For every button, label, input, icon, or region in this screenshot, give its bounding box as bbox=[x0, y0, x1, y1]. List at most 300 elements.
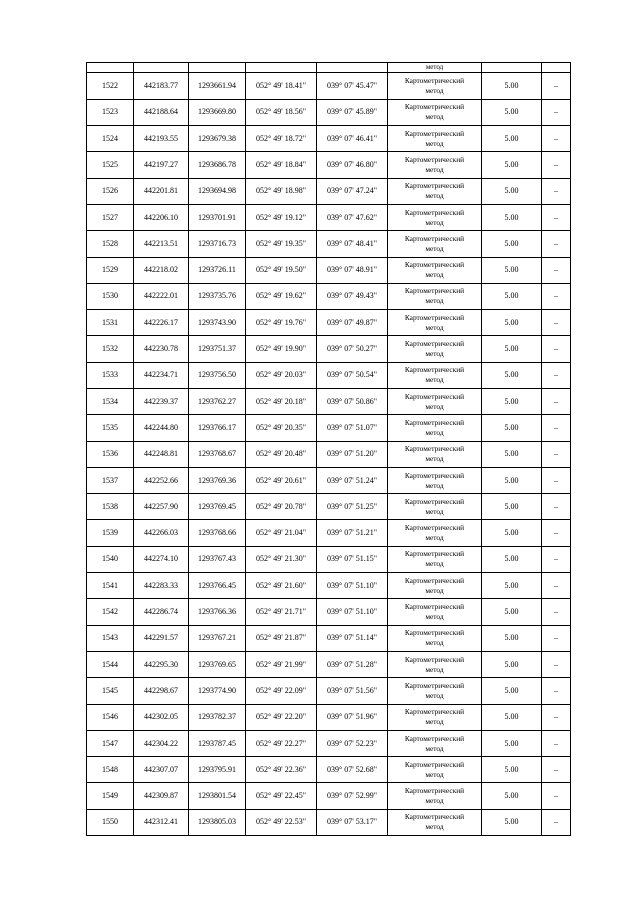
cell-longitude: 039° 07' 45.47" bbox=[317, 73, 388, 99]
cell-accuracy: 5.00 bbox=[482, 441, 542, 467]
cell-longitude: 039° 07' 51.24" bbox=[317, 467, 388, 493]
method-line-2: метод bbox=[425, 270, 444, 280]
cell-longitude: 039° 07' 45.89" bbox=[317, 99, 388, 125]
cell-method bbox=[388, 73, 482, 99]
cell-accuracy: 5.00 bbox=[482, 494, 542, 520]
cell-number: 1536 bbox=[87, 441, 134, 467]
cell-y: 1293686.78 bbox=[189, 152, 246, 178]
cell-method bbox=[388, 678, 482, 704]
method-line-1: Картометрический bbox=[404, 154, 465, 164]
cell-latitude: 052° 49' 18.98" bbox=[246, 178, 317, 204]
table-row bbox=[87, 336, 571, 362]
method-line-2: метод bbox=[425, 322, 444, 332]
cell-number: 1532 bbox=[87, 336, 134, 362]
cell-number: 1542 bbox=[87, 599, 134, 625]
method-line-2: метод bbox=[425, 559, 444, 569]
cell-x: 442307.07 bbox=[134, 757, 189, 783]
cell-accuracy: 5.00 bbox=[482, 467, 542, 493]
cell-method bbox=[388, 704, 482, 730]
cell-longitude: 039° 07' 48.91" bbox=[317, 257, 388, 283]
cell-longitude: 039° 07' 48.41" bbox=[317, 231, 388, 257]
method-line-1: Картометрический bbox=[404, 233, 465, 243]
cell-y: 1293766.17 bbox=[189, 415, 246, 441]
cell-latitude: 052° 49' 20.48" bbox=[246, 441, 317, 467]
cell-number: 1530 bbox=[87, 283, 134, 309]
cell-x: 442213.51 bbox=[134, 231, 189, 257]
cell-longitude: 039° 07' 51.21" bbox=[317, 520, 388, 546]
cell-latitude: 052° 49' 19.90" bbox=[246, 336, 317, 362]
cell-number: 1528 bbox=[87, 231, 134, 257]
table-row bbox=[87, 730, 571, 756]
cell-longitude: 039° 07' 47.62" bbox=[317, 204, 388, 230]
cell-y: 1293768.66 bbox=[189, 520, 246, 546]
table-row bbox=[87, 651, 571, 677]
cell-x: 442193.55 bbox=[134, 126, 189, 152]
cell-x: 442226.17 bbox=[134, 310, 189, 336]
cell-latitude: 052° 49' 20.18" bbox=[246, 389, 317, 415]
method-line-2: метод bbox=[425, 112, 444, 122]
cell-note: – bbox=[542, 362, 571, 388]
cell-note: – bbox=[542, 783, 571, 809]
method-line-1: Картометрический bbox=[404, 812, 465, 822]
cell-y: 1293768.67 bbox=[189, 441, 246, 467]
method-line-2: метод bbox=[425, 822, 444, 832]
table-row bbox=[87, 73, 571, 99]
cell-latitude: 052° 49' 21.87" bbox=[246, 625, 317, 651]
cell-x: 442266.03 bbox=[134, 520, 189, 546]
method-line-1: Картометрический bbox=[404, 128, 465, 138]
cell-longitude: 039° 07' 52.23" bbox=[317, 730, 388, 756]
cell-longitude: 039° 07' 47.24" bbox=[317, 178, 388, 204]
cell-accuracy: 5.00 bbox=[482, 783, 542, 809]
cell-number: 1535 bbox=[87, 415, 134, 441]
cell-longitude: 039° 07' 52.99" bbox=[317, 783, 388, 809]
cell-x: 442291.57 bbox=[134, 625, 189, 651]
table-row bbox=[87, 546, 571, 572]
cell-x bbox=[134, 63, 189, 73]
method-line-1: Картометрический bbox=[404, 549, 465, 559]
cell-y: 1293782.37 bbox=[189, 704, 246, 730]
method-line-2: метод bbox=[425, 533, 444, 543]
cell-method bbox=[388, 599, 482, 625]
cell-note: – bbox=[542, 336, 571, 362]
cell-x: 442230.78 bbox=[134, 336, 189, 362]
cell-method: метод bbox=[388, 63, 482, 73]
cell-longitude: 039° 07' 49.43" bbox=[317, 283, 388, 309]
cell-note: – bbox=[542, 599, 571, 625]
cell-method bbox=[388, 757, 482, 783]
cell-y: 1293769.65 bbox=[189, 651, 246, 677]
cell-x: 442244.80 bbox=[134, 415, 189, 441]
cell-latitude: 052° 49' 22.27" bbox=[246, 730, 317, 756]
cell-y: 1293679.38 bbox=[189, 126, 246, 152]
cell-latitude: 052° 49' 22.36" bbox=[246, 757, 317, 783]
table-row bbox=[87, 283, 571, 309]
cell-method bbox=[388, 441, 482, 467]
cell-note: – bbox=[542, 283, 571, 309]
method-line-1: Картометрический bbox=[404, 181, 465, 191]
method-line-2: метод bbox=[425, 164, 444, 174]
cell-number: 1543 bbox=[87, 625, 134, 651]
table-row bbox=[87, 809, 571, 835]
cell-longitude: 039° 07' 51.10" bbox=[317, 599, 388, 625]
method-line-2: метод bbox=[425, 86, 444, 96]
cell-y: 1293669.80 bbox=[189, 99, 246, 125]
cell-accuracy: 5.00 bbox=[482, 389, 542, 415]
cell-number bbox=[87, 63, 134, 73]
cell-note: – bbox=[542, 704, 571, 730]
table-row bbox=[87, 257, 571, 283]
method-line-2: метод bbox=[425, 427, 444, 437]
method-line-2: метод bbox=[425, 612, 444, 622]
cell-x: 442304.22 bbox=[134, 730, 189, 756]
cell-note: – bbox=[542, 678, 571, 704]
cell-latitude: 052° 49' 19.35" bbox=[246, 231, 317, 257]
method-line-1: Картометрический bbox=[404, 707, 465, 717]
cell-number: 1541 bbox=[87, 573, 134, 599]
cell-x: 442283.33 bbox=[134, 573, 189, 599]
cell-accuracy: 5.00 bbox=[482, 336, 542, 362]
cell-y: 1293767.21 bbox=[189, 625, 246, 651]
cell-accuracy: 5.00 bbox=[482, 704, 542, 730]
cell-note: – bbox=[542, 204, 571, 230]
method-line-1: Картометрический bbox=[404, 628, 465, 638]
method-line-1: Картометрический bbox=[404, 76, 465, 86]
cell-accuracy: 5.00 bbox=[482, 757, 542, 783]
cell-accuracy: 5.00 bbox=[482, 73, 542, 99]
method-line-1: Картометрический bbox=[404, 339, 465, 349]
cell-latitude: 052° 49' 21.99" bbox=[246, 651, 317, 677]
coordinates-table bbox=[86, 62, 571, 836]
method-line-2: метод bbox=[425, 217, 444, 227]
cell-longitude bbox=[317, 63, 388, 73]
cell-y: 1293716.73 bbox=[189, 231, 246, 257]
method-line-2: метод bbox=[425, 664, 444, 674]
cell-note: – bbox=[542, 467, 571, 493]
method-line-1: Картометрический bbox=[404, 602, 465, 612]
method-line-1: Картометрический bbox=[404, 575, 465, 585]
cell-y: 1293767.43 bbox=[189, 546, 246, 572]
cell-y: 1293795.91 bbox=[189, 757, 246, 783]
cell-y: 1293769.45 bbox=[189, 494, 246, 520]
table-row-continuation bbox=[87, 63, 571, 73]
method-line-2: метод bbox=[425, 480, 444, 490]
cell-accuracy: 5.00 bbox=[482, 625, 542, 651]
cell-note: – bbox=[542, 809, 571, 835]
cell-y bbox=[189, 63, 246, 73]
cell-method bbox=[388, 809, 482, 835]
cell-x: 442218.02 bbox=[134, 257, 189, 283]
method-line-1: Картометрический bbox=[404, 365, 465, 375]
cell-method bbox=[388, 573, 482, 599]
cell-accuracy: 5.00 bbox=[482, 310, 542, 336]
cell-x: 442302.05 bbox=[134, 704, 189, 730]
cell-note: – bbox=[542, 126, 571, 152]
cell-accuracy: 5.00 bbox=[482, 178, 542, 204]
cell-x: 442274.10 bbox=[134, 546, 189, 572]
cell-y: 1293701.91 bbox=[189, 204, 246, 230]
cell-note: – bbox=[542, 178, 571, 204]
cell-latitude: 052° 49' 22.45" bbox=[246, 783, 317, 809]
cell-method bbox=[388, 283, 482, 309]
cell-number: 1529 bbox=[87, 257, 134, 283]
method-line-1: Картометрический bbox=[404, 102, 465, 112]
cell-note: – bbox=[542, 520, 571, 546]
cell-note: – bbox=[542, 651, 571, 677]
cell-y: 1293769.36 bbox=[189, 467, 246, 493]
cell-x: 442206.10 bbox=[134, 204, 189, 230]
cell-y: 1293801.54 bbox=[189, 783, 246, 809]
table-row bbox=[87, 99, 571, 125]
cell-y: 1293743.90 bbox=[189, 310, 246, 336]
cell-latitude: 052° 49' 21.30" bbox=[246, 546, 317, 572]
cell-latitude: 052° 49' 21.71" bbox=[246, 599, 317, 625]
table-row bbox=[87, 310, 571, 336]
method-line-1: Картометрический bbox=[404, 786, 465, 796]
cell-method bbox=[388, 231, 482, 257]
cell-note: – bbox=[542, 73, 571, 99]
cell-x: 442188.64 bbox=[134, 99, 189, 125]
cell-accuracy: 5.00 bbox=[482, 415, 542, 441]
cell-note: – bbox=[542, 625, 571, 651]
table-row bbox=[87, 441, 571, 467]
cell-method bbox=[388, 257, 482, 283]
cell-note: – bbox=[542, 415, 571, 441]
cell-x: 442222.01 bbox=[134, 283, 189, 309]
cell-latitude: 052° 49' 20.35" bbox=[246, 415, 317, 441]
table-row bbox=[87, 625, 571, 651]
cell-method bbox=[388, 126, 482, 152]
cell-accuracy: 5.00 bbox=[482, 362, 542, 388]
cell-accuracy: 5.00 bbox=[482, 257, 542, 283]
table-row bbox=[87, 362, 571, 388]
cell-y: 1293661.94 bbox=[189, 73, 246, 99]
cell-y: 1293762.27 bbox=[189, 389, 246, 415]
cell-x: 442298.67 bbox=[134, 678, 189, 704]
cell-x: 442286.74 bbox=[134, 599, 189, 625]
cell-x: 442257.90 bbox=[134, 494, 189, 520]
method-line-1: Картометрический bbox=[404, 444, 465, 454]
cell-note: – bbox=[542, 310, 571, 336]
method-line-2: метод bbox=[425, 506, 444, 516]
table-row bbox=[87, 152, 571, 178]
cell-number: 1545 bbox=[87, 678, 134, 704]
cell-longitude: 039° 07' 51.14" bbox=[317, 625, 388, 651]
cell-accuracy: 5.00 bbox=[482, 126, 542, 152]
cell-longitude: 039° 07' 50.54" bbox=[317, 362, 388, 388]
table-row bbox=[87, 415, 571, 441]
method-line-2: метод bbox=[425, 191, 444, 201]
method-line-1: Картометрический bbox=[404, 470, 465, 480]
cell-y: 1293726.11 bbox=[189, 257, 246, 283]
cell-note: – bbox=[542, 257, 571, 283]
cell-note: – bbox=[542, 389, 571, 415]
table-row bbox=[87, 494, 571, 520]
table-row bbox=[87, 178, 571, 204]
cell-number: 1524 bbox=[87, 126, 134, 152]
cell-x: 442252.66 bbox=[134, 467, 189, 493]
cell-accuracy: 5.00 bbox=[482, 231, 542, 257]
cell-method bbox=[388, 152, 482, 178]
method-line-2: метод bbox=[425, 717, 444, 727]
cell-method bbox=[388, 783, 482, 809]
table-row bbox=[87, 757, 571, 783]
cell-number: 1526 bbox=[87, 178, 134, 204]
table-row bbox=[87, 467, 571, 493]
method-line-2: метод bbox=[425, 638, 444, 648]
cell-accuracy: 5.00 bbox=[482, 546, 542, 572]
cell-longitude: 039° 07' 52.68" bbox=[317, 757, 388, 783]
cell-number: 1550 bbox=[87, 809, 134, 835]
cell-method bbox=[388, 730, 482, 756]
cell-method bbox=[388, 178, 482, 204]
method-line-2: метод bbox=[425, 769, 444, 779]
cell-latitude: 052° 49' 18.84" bbox=[246, 152, 317, 178]
cell-latitude: 052° 49' 20.61" bbox=[246, 467, 317, 493]
cell-latitude: 052° 49' 20.78" bbox=[246, 494, 317, 520]
cell-longitude: 039° 07' 51.56" bbox=[317, 678, 388, 704]
method-line-2: метод bbox=[425, 375, 444, 385]
table-row bbox=[87, 520, 571, 546]
cell-longitude: 039° 07' 51.20" bbox=[317, 441, 388, 467]
method-line-1: Картометрический bbox=[404, 680, 465, 690]
cell-x: 442234.71 bbox=[134, 362, 189, 388]
method-line-1: Картометрический bbox=[404, 260, 465, 270]
cell-longitude: 039° 07' 46.80" bbox=[317, 152, 388, 178]
cell-number: 1539 bbox=[87, 520, 134, 546]
cell-latitude: 052° 49' 21.60" bbox=[246, 573, 317, 599]
cell-latitude: 052° 49' 19.62" bbox=[246, 283, 317, 309]
cell-accuracy: 5.00 bbox=[482, 573, 542, 599]
method-line-2: метод bbox=[425, 796, 444, 806]
cell-method bbox=[388, 625, 482, 651]
table-body bbox=[87, 63, 571, 836]
method-line-2: метод bbox=[425, 401, 444, 411]
table-row bbox=[87, 389, 571, 415]
cell-latitude: 052° 49' 19.12" bbox=[246, 204, 317, 230]
cell-note: – bbox=[542, 441, 571, 467]
cell-method bbox=[388, 389, 482, 415]
cell-longitude: 039° 07' 51.28" bbox=[317, 651, 388, 677]
method-line-1: Картометрический bbox=[404, 654, 465, 664]
cell-method bbox=[388, 362, 482, 388]
table-row bbox=[87, 204, 571, 230]
method-line-1: Картометрический bbox=[404, 417, 465, 427]
cell-longitude: 039° 07' 51.07" bbox=[317, 415, 388, 441]
cell-number: 1546 bbox=[87, 704, 134, 730]
cell-latitude: 052° 49' 18.41" bbox=[246, 73, 317, 99]
method-line-1: Картометрический bbox=[404, 391, 465, 401]
cell-longitude: 039° 07' 50.86" bbox=[317, 389, 388, 415]
cell-x: 442183.77 bbox=[134, 73, 189, 99]
cell-note: – bbox=[542, 546, 571, 572]
method-line-2: метод bbox=[425, 743, 444, 753]
cell-note bbox=[542, 63, 571, 73]
cell-note: – bbox=[542, 152, 571, 178]
cell-accuracy: 5.00 bbox=[482, 809, 542, 835]
cell-latitude: 052° 49' 19.76" bbox=[246, 310, 317, 336]
cell-number: 1531 bbox=[87, 310, 134, 336]
cell-number: 1537 bbox=[87, 467, 134, 493]
cell-accuracy bbox=[482, 63, 542, 73]
cell-method bbox=[388, 415, 482, 441]
cell-latitude bbox=[246, 63, 317, 73]
cell-number: 1527 bbox=[87, 204, 134, 230]
cell-method bbox=[388, 494, 482, 520]
cell-x: 442239.37 bbox=[134, 389, 189, 415]
cell-method bbox=[388, 467, 482, 493]
cell-method bbox=[388, 651, 482, 677]
method-line-2: метод bbox=[425, 138, 444, 148]
method-line-2: метод bbox=[425, 243, 444, 253]
table-row bbox=[87, 573, 571, 599]
method-line-1: Картометрический bbox=[404, 312, 465, 322]
cell-accuracy: 5.00 bbox=[482, 678, 542, 704]
cell-accuracy: 5.00 bbox=[482, 599, 542, 625]
method-line-1: Картометрический bbox=[404, 523, 465, 533]
cell-longitude: 039° 07' 51.96" bbox=[317, 704, 388, 730]
method-line-1: Картометрический bbox=[404, 733, 465, 743]
cell-accuracy: 5.00 bbox=[482, 520, 542, 546]
method-line-2: метод bbox=[425, 690, 444, 700]
cell-y: 1293756.50 bbox=[189, 362, 246, 388]
cell-latitude: 052° 49' 21.04" bbox=[246, 520, 317, 546]
cell-number: 1522 bbox=[87, 73, 134, 99]
cell-accuracy: 5.00 bbox=[482, 651, 542, 677]
cell-note: – bbox=[542, 231, 571, 257]
table-row bbox=[87, 599, 571, 625]
cell-number: 1540 bbox=[87, 546, 134, 572]
cell-latitude: 052° 49' 20.03" bbox=[246, 362, 317, 388]
cell-latitude: 052° 49' 22.20" bbox=[246, 704, 317, 730]
cell-x: 442295.30 bbox=[134, 651, 189, 677]
cell-longitude: 039° 07' 49.87" bbox=[317, 310, 388, 336]
method-line-1: Картометрический bbox=[404, 286, 465, 296]
cell-x: 442312.41 bbox=[134, 809, 189, 835]
cell-x: 442197.27 bbox=[134, 152, 189, 178]
cell-note: – bbox=[542, 757, 571, 783]
cell-longitude: 039° 07' 51.25" bbox=[317, 494, 388, 520]
cell-y: 1293787.45 bbox=[189, 730, 246, 756]
table-row bbox=[87, 783, 571, 809]
cell-latitude: 052° 49' 22.53" bbox=[246, 809, 317, 835]
cell-number: 1538 bbox=[87, 494, 134, 520]
cell-latitude: 052° 49' 18.72" bbox=[246, 126, 317, 152]
cell-note: – bbox=[542, 730, 571, 756]
cell-number: 1534 bbox=[87, 389, 134, 415]
method-line-2: метод bbox=[425, 585, 444, 595]
cell-number: 1533 bbox=[87, 362, 134, 388]
cell-note: – bbox=[542, 99, 571, 125]
cell-number: 1525 bbox=[87, 152, 134, 178]
cell-note: – bbox=[542, 494, 571, 520]
cell-longitude: 039° 07' 46.41" bbox=[317, 126, 388, 152]
cell-x: 442201.81 bbox=[134, 178, 189, 204]
cell-accuracy: 5.00 bbox=[482, 152, 542, 178]
method-line-1: Картометрический bbox=[404, 207, 465, 217]
table-row bbox=[87, 678, 571, 704]
cell-y: 1293751.37 bbox=[189, 336, 246, 362]
cell-latitude: 052° 49' 19.50" bbox=[246, 257, 317, 283]
cell-number: 1523 bbox=[87, 99, 134, 125]
cell-method bbox=[388, 310, 482, 336]
cell-accuracy: 5.00 bbox=[482, 99, 542, 125]
cell-accuracy: 5.00 bbox=[482, 204, 542, 230]
cell-longitude: 039° 07' 53.17" bbox=[317, 809, 388, 835]
cell-method bbox=[388, 546, 482, 572]
cell-longitude: 039° 07' 51.10" bbox=[317, 573, 388, 599]
method-line-1: Картометрический bbox=[404, 759, 465, 769]
